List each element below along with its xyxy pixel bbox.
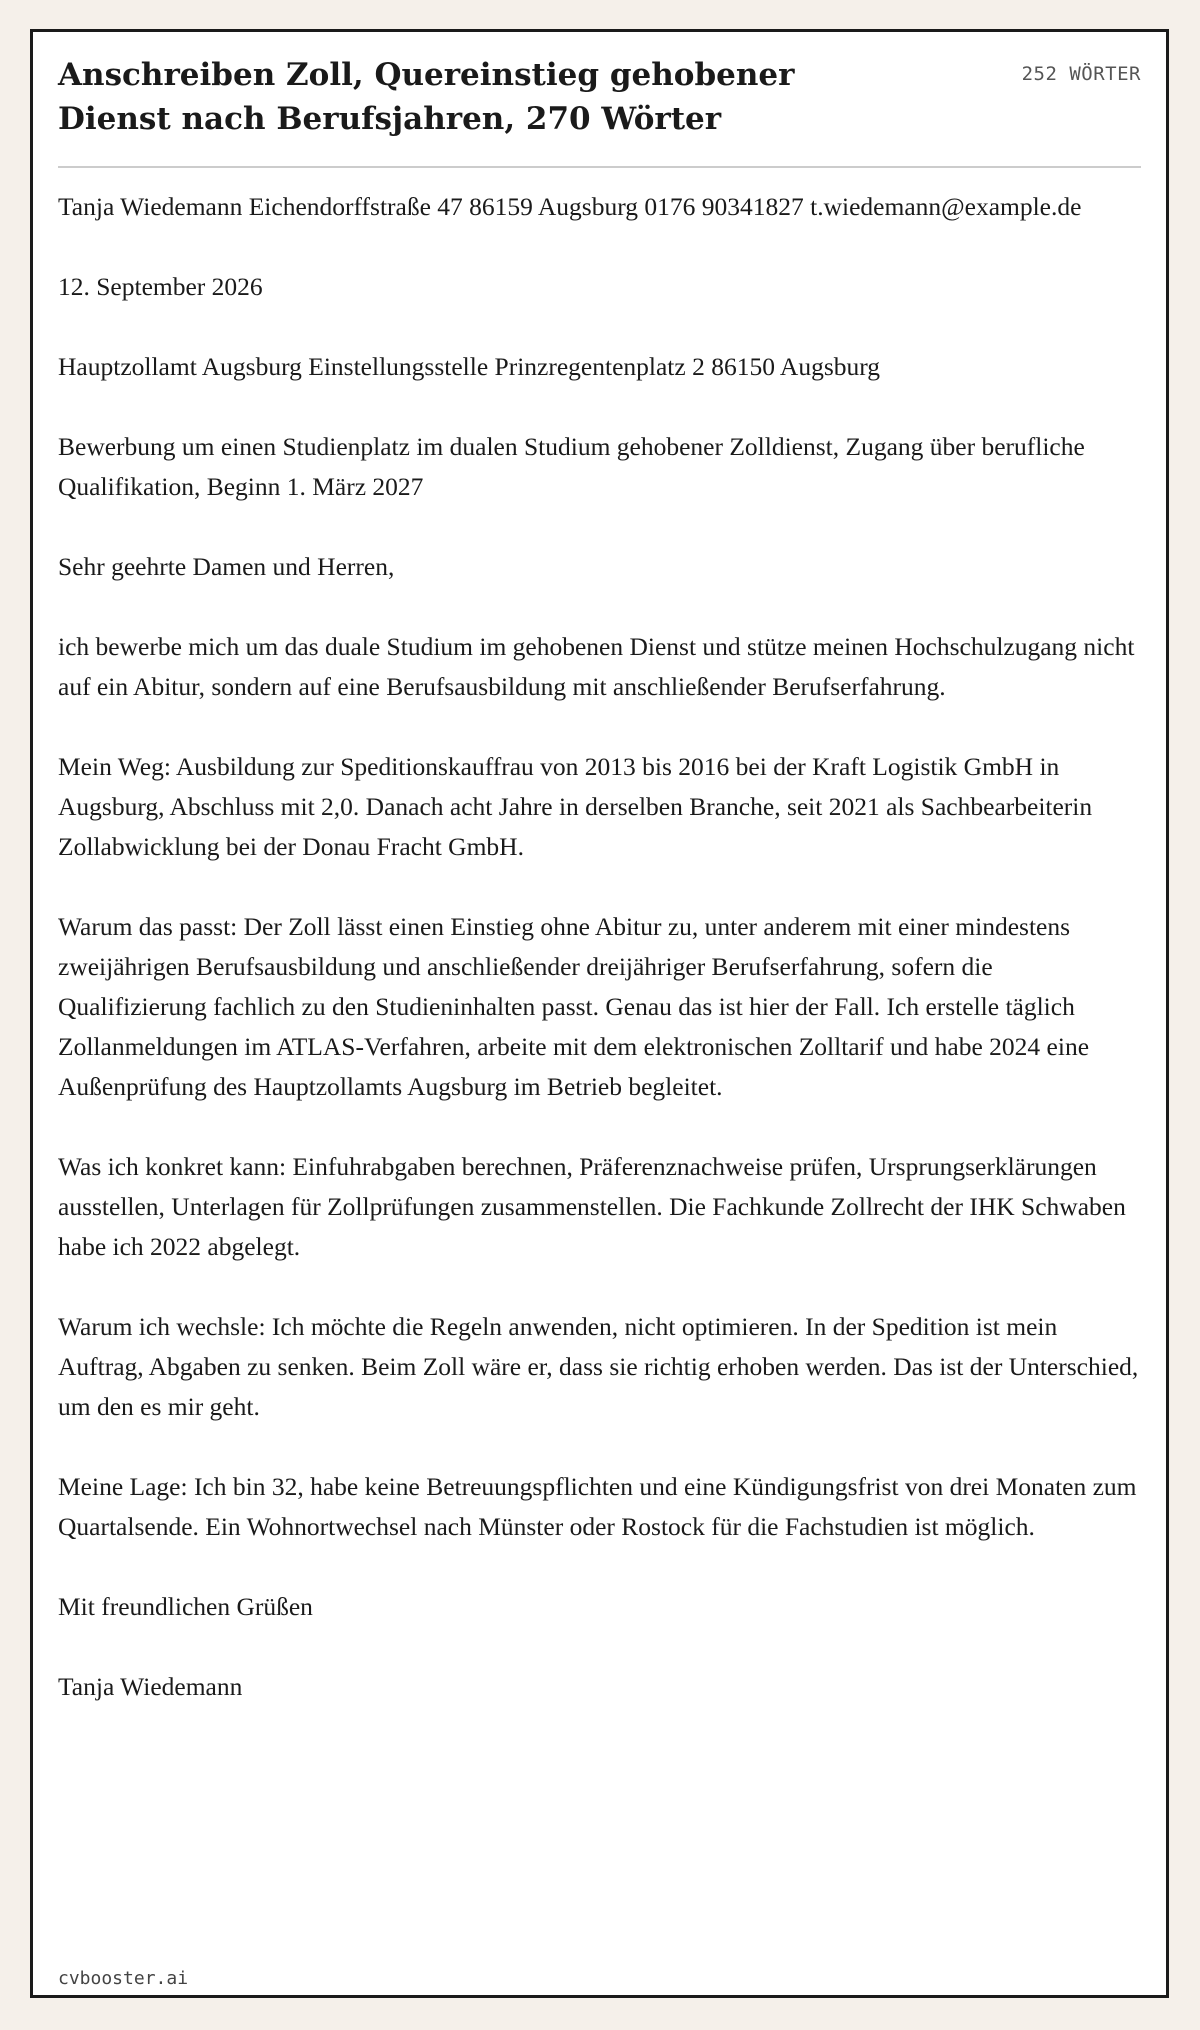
word-count-badge: 252 WÖRTER [1021,63,1141,85]
paragraph-path: Mein Weg: Ausbildung zur Speditionskauffrau von 2013 bis 2016 bei der Kraft Logistik GmbH in Augsburg, Abschluss mit 2,0. Danach acht Jahre in derselben Branche, seit 2021 als Sachbearbeiterin Zollabwicklung bei der Donau Fracht GmbH. [58,752,1093,861]
sender-block: Tanja Wiedemann Eichendorffstraße 47 86159 Augsburg 0176 90341827 t.wiedemann@example.de [58,192,1082,221]
paragraph-situation: Meine Lage: Ich bin 32, habe keine Betreuungspflichten und eine Kündigungsfrist von drei Monaten zum Quartalsende. Ein Wohnortwechsel nach Münster oder Rostock für die Fachstudien ist möglich. [58,1472,1137,1541]
paragraph-fit: Warum das passt: Der Zoll lässt einen Einstieg ohne Abitur zu, unter anderem mit einer mindestens zweijährigen Berufsausbildung und anschließender dreijähriger Berufserfahrung, sofern die Qualifizierung fachlich zu den Studieninhalten passt. Genau das ist hier der Fall. Ich erstelle täglich Zollanmeldungen im ATLAS-Verfahren, arbeite mit dem elektronischen Zolltarif und habe 2024 eine Außenprüfung des Hauptzollamts Augsburg im Betrieb begleitet. [58,912,1090,1101]
paragraph-intro: ich bewerbe mich um das duale Studium im gehobenen Dienst und stütze meinen Hochschulzugang nicht auf ein Abitur, sondern auf eine Berufsausbildung mit anschließender Berufserfahrung. [58,632,1135,701]
header-divider [58,166,1141,168]
paragraph-skills: Was ich konkret kann: Einfuhrabgaben berechnen, Präferenznachweise prüfen, Ursprungserklärungen ausstellen, Unterlagen für Zollprüfungen zusammenstellen. Die Fachkunde Zollrecht der IHK Schwaben habe ich 2022 abgelegt. [58,1152,1126,1261]
document-title: Anschreiben Zoll, Quereinstieg gehobener Dienst nach Berufsjahren, 270 Wörter [58,57,795,137]
paragraph-motivation: Warum ich wechsle: Ich möchte die Regeln anwenden, nicht optimieren. In der Spedition ist mein Auftrag, Abgaben zu senken. Beim Zoll wäre er, dass sie richtig erhoben werden. Das ist der Unterschied, um den es mir geht. [58,1312,1139,1421]
signature: Tanja Wiedemann [58,1672,243,1701]
document-header [58,53,1141,141]
letter-date: 12. September 2026 [58,272,263,301]
letter-body [58,187,1141,1707]
recipient-block: Hauptzollamt Augsburg Einstellungsstelle Prinzregentenplatz 2 86150 Augsburg [58,352,881,381]
salutation: Sehr geehrte Damen und Herren, [58,552,395,581]
subject-line: Bewerbung um einen Studienplatz im dualen Studium gehobener Zolldienst, Zugang über berufliche Qualifikation, Beginn 1. März 2027 [58,432,1085,501]
document-card [30,29,1169,1998]
brand-watermark: cvbooster.ai [58,1968,189,1989]
closing: Mit freundlichen Grüßen [58,1592,313,1621]
